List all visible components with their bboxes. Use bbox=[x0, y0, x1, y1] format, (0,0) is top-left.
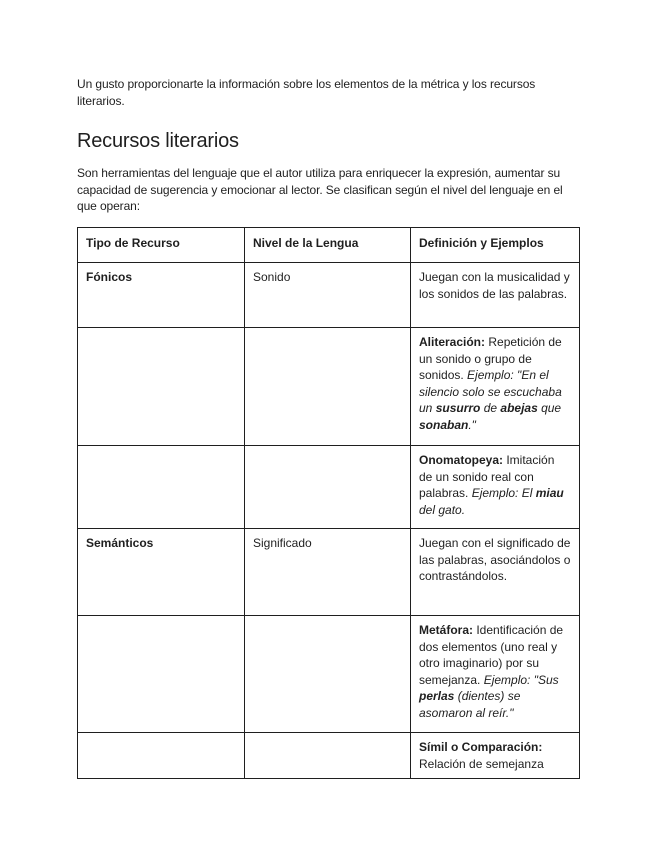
definition-text: Relación de semejanza bbox=[419, 756, 544, 771]
example-text: ." bbox=[468, 417, 476, 432]
document-page bbox=[77, 76, 579, 779]
table-row bbox=[78, 616, 580, 733]
cell-nivel bbox=[245, 616, 411, 733]
definition-text: Imitación de un sonido real con palabras. bbox=[419, 453, 555, 500]
table-row bbox=[78, 263, 580, 328]
cell-nivel bbox=[245, 733, 411, 779]
example-emphasis: sonaban bbox=[419, 417, 469, 432]
literary-resources-table bbox=[77, 227, 580, 780]
table-row bbox=[78, 446, 580, 529]
table-row bbox=[78, 733, 580, 779]
cell-tipo bbox=[78, 616, 245, 733]
cell-nivel: Sonido bbox=[245, 263, 411, 328]
section-description: Son herramientas del lenguaje que el autor utiliza para enriquecer la expresión, aumentar su capacidad de sugerencia y emocionar al lector. Se clasifican según el nivel del lenguaje en el que operan: bbox=[77, 166, 563, 213]
table-row bbox=[78, 328, 580, 446]
table-header-row bbox=[78, 227, 580, 263]
header-definicion: Definición y Ejemplos bbox=[411, 227, 580, 263]
cell-definicion bbox=[411, 733, 580, 779]
example-text: Ejemplo: El bbox=[471, 486, 536, 500]
cell-definicion bbox=[411, 328, 580, 446]
table-row bbox=[78, 529, 580, 616]
example-text: Ejemplo: "En el silencio solo se escuchaba un bbox=[419, 368, 562, 415]
example-emphasis: miau bbox=[535, 486, 564, 500]
term-simil: Símil o Comparación: bbox=[419, 740, 543, 754]
intro-paragraph: Un gusto proporcionarte la información sobre los elementos de la métrica y los recursos literarios. bbox=[77, 77, 536, 108]
definition-text: Repetición de un sonido o grupo de sonidos. bbox=[419, 335, 562, 382]
example-text: del gato. bbox=[419, 502, 466, 517]
header-nivel: Nivel de la Lengua bbox=[245, 227, 411, 263]
term-aliteracion: Aliteración: bbox=[419, 335, 486, 349]
example-text: (dientes) se asomaron al reír." bbox=[419, 689, 521, 720]
example-emphasis: susurro bbox=[435, 401, 481, 415]
example-text: Ejemplo: "Sus bbox=[483, 672, 559, 687]
cell-definicion bbox=[411, 616, 580, 733]
definition-text: Identificación de dos elementos (uno real y otro imaginario) por su semejanza. bbox=[419, 623, 564, 687]
cell-tipo bbox=[78, 733, 245, 779]
cell-definicion: Juegan con el significado de las palabras, asociándolos o contrastándolos. bbox=[411, 529, 580, 616]
cell-tipo bbox=[78, 328, 245, 446]
cell-tipo bbox=[78, 446, 245, 529]
example-emphasis: perlas bbox=[419, 689, 455, 703]
example-emphasis: abejas bbox=[500, 401, 538, 415]
cell-definicion bbox=[411, 446, 580, 529]
cell-nivel: Significado bbox=[245, 529, 411, 616]
cell-definicion: Juegan con la musicalidad y los sonidos de las palabras. bbox=[411, 263, 580, 328]
example-text: que bbox=[537, 401, 562, 415]
example-text: de bbox=[480, 401, 501, 415]
cell-tipo: Semánticos bbox=[78, 529, 245, 616]
term-metafora: Metáfora: bbox=[419, 623, 474, 637]
cell-nivel bbox=[245, 446, 411, 529]
term-onomatopeya: Onomatopeya: bbox=[419, 453, 504, 467]
cell-tipo: Fónicos bbox=[78, 263, 245, 328]
cell-nivel bbox=[245, 328, 411, 446]
section-heading: Recursos literarios bbox=[77, 130, 239, 152]
header-tipo: Tipo de Recurso bbox=[78, 227, 245, 263]
